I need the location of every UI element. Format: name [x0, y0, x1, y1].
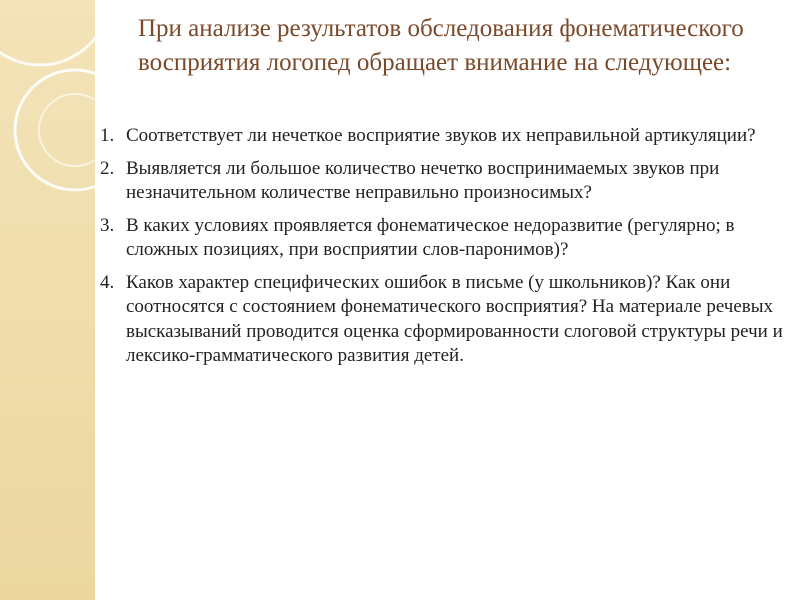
item-text: В каких условиях проявляется фонематическое недоразвитие (регулярно; в сложных позициях, при восприятии слов-паронимов)?: [126, 214, 735, 260]
list-item: [100, 157, 790, 206]
slide-title: При анализе результатов обследования фонематического восприятия логопед обращает внимание на следующее:: [138, 15, 744, 76]
item-number: 2 .: [100, 157, 114, 182]
item-number: 4 .: [100, 271, 114, 296]
item-text: Соответствует ли нечеткое восприятие звуков их неправильной артикуляции?: [126, 125, 756, 146]
item-number: 1 .: [100, 124, 114, 149]
numbered-list: [100, 124, 790, 377]
item-text: Каков характер специфических ошибок в письме (у школьников)? Как они соотносятся с состоянием фонематического восприятия? На материале речевых высказываний проводится оценка сформированности слоговой структуры речи и лексико-грамматического развития детей.: [126, 271, 783, 366]
list-item: [100, 271, 790, 369]
item-text: Выявляется ли большое количество нечетко воспринимаемых звуков при незначительном количестве неправильно произносимых?: [126, 157, 720, 203]
list-item: [100, 124, 790, 149]
item-number: 3 .: [100, 214, 114, 239]
list-item: [100, 214, 790, 263]
